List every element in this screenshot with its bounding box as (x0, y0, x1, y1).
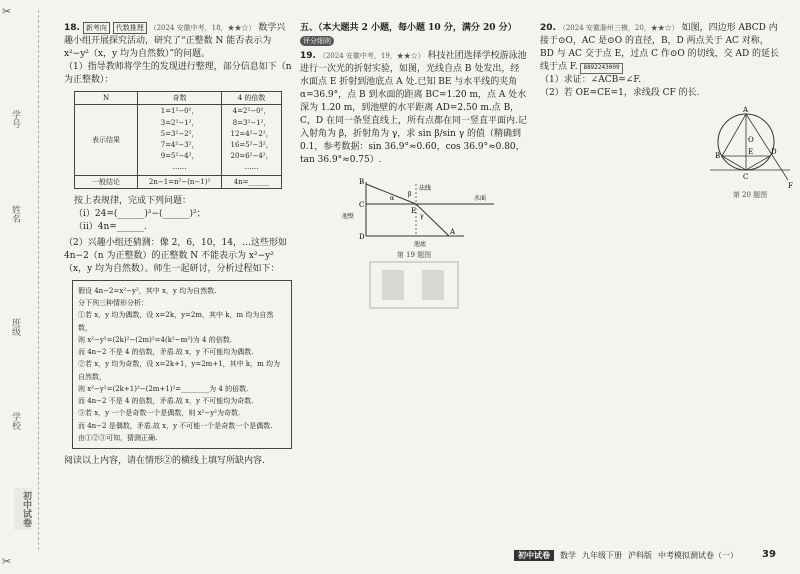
cut-line (38, 10, 39, 550)
point-B-label: B (715, 152, 721, 161)
point-B-label: B (359, 177, 365, 186)
analysis-line: 假设 4n−2=x²−y²，其中 x，y 均为自然数. (78, 286, 217, 295)
footer-edition: 沪科版 (628, 550, 652, 560)
point-C-label: C (743, 173, 749, 182)
pool-wall-label: 池壁 (342, 212, 355, 220)
analysis-line: 而 4n−2 不是 4 的倍数，矛盾.故 x，y 不可能均为偶数. (78, 348, 254, 357)
point-D-label: D (771, 148, 777, 157)
part-1-prompt: （1）指导教师将学生的发现进行整理，部分信息如下（n 为正整数）： (64, 62, 292, 86)
binding-margin (0, 0, 42, 574)
point-A-label: A (743, 106, 749, 115)
question-19 (300, 22, 528, 260)
point-F-label: F (788, 182, 793, 191)
analysis-box (72, 280, 292, 449)
figure-caption: 第 19 题图 (396, 250, 432, 259)
question-number: 18. (64, 23, 80, 33)
mult4-example: 20=6²−4²， (230, 152, 273, 161)
margin-label-student-id: 学号 (10, 110, 21, 128)
general-mult4-blank: 4n=______ (222, 175, 282, 188)
question-20 (540, 22, 793, 200)
normal-line-label: 法线 (419, 184, 432, 192)
scissors-icon: ✂ (2, 555, 12, 568)
sub-question-2: （2）若 OE=CE=1，求线段 CF 的长. (540, 88, 700, 99)
odd-example: 1=1²−0²， (160, 107, 199, 116)
odd-example: …… (172, 163, 187, 172)
footer-logo: 初中试卷 (514, 550, 554, 562)
question-18 (64, 22, 292, 468)
section-title: 五、（本大题共 2 小题，每小题 10 分，满分 20 分） (300, 23, 517, 33)
pool-bottom-label: 池底 (414, 240, 427, 248)
pattern-table (74, 91, 282, 188)
circle-diagram (706, 104, 796, 190)
part-1-ii: （ⅱ）4n=______. (74, 221, 147, 232)
table-header: N (75, 92, 138, 105)
page-footer (514, 549, 776, 562)
mult4-example: 8=3²−1²， (232, 118, 271, 127)
angle-gamma-label: γ (420, 212, 424, 220)
figure-caption: 第 20 题图 (732, 191, 768, 200)
odd-example: 5=3²−2²， (160, 129, 199, 138)
part-1-i: （ⅰ）24=(______)²−(______)²； (74, 208, 206, 219)
general-odd: 2n−1=n²−(n−1)² (138, 175, 222, 188)
mult4-example: 16=5²−3²， (230, 140, 273, 149)
part-1-instruction: 按上表规律，完成下列问题： (74, 195, 192, 206)
point-E-label: E (748, 148, 754, 157)
margin-label-name: 姓名 (10, 205, 21, 223)
analysis-line: 分下列三种情形分析： (78, 299, 148, 308)
question-stem: 数学兴趣小组开展探究活动，研究了“正整数 N 能否表示为 x²−y²（x，y 均为自然数）”的问题。 (64, 23, 286, 60)
brand-logo: 初中试卷 (14, 488, 32, 530)
mult4-example: …… (244, 163, 259, 172)
mult4-example: 4=2²−0²， (232, 107, 271, 116)
analysis-line: ③若 x，y 一个是奇数一个是偶数，则 x²−y²为奇数. (78, 409, 241, 418)
analysis-line: 则 x²−y²=(2k+1)²−(2m+1)²=________为 4 的倍数. (78, 384, 249, 393)
analysis-line: 而 4n−2 不是 4 的倍数，矛盾.故 x，y 不可能均为奇数. (78, 397, 254, 406)
question-text: 如图，四边形 ABCD 内接于⊙O，AC 是⊙O 的直径，B，D 两点关于 AC 对称，BD 与 AC 交于点 E，过点 C 作⊙O 的切线，交 AD 的延长线于点 F. (540, 23, 780, 73)
analysis-line: 则 x²−y²=(2k)²−(2m)²=4(k²−m²)为 4 的倍数. (78, 335, 232, 344)
water-surface-label: 水面 (474, 194, 487, 202)
sub-question-1: （1）求证：∠ACB=∠F. (540, 75, 642, 86)
analysis-line: 而 4n−2 是偶数，矛盾.故 x，y 不可能一个是奇数一个是偶数. (78, 421, 273, 430)
angle-alpha-label: α (390, 194, 395, 202)
question-source: （2024 安徽滁州三模，20，★★☆） (558, 24, 679, 32)
odd-example: 3=2²−1²， (160, 118, 199, 127)
question-id-badge: 8892243009 (580, 63, 622, 74)
point-C-label: C (359, 200, 365, 209)
point-D-label: D (359, 232, 365, 241)
analysis-line: ①若 x，y 均为偶数，设 x=2k，y=2m，其中 k，m 均为自然数， (78, 311, 274, 332)
question-source: （2024 安徽中考，19，★★☆） (318, 52, 425, 61)
odd-example: 9=5²−4²， (160, 152, 199, 161)
page-number: 39 (762, 549, 776, 560)
margin-label-class: 班级 (10, 318, 21, 336)
table-header: 奇数 (138, 92, 222, 105)
question-text: 科技社团选择学校游泳池进行一次光的折射实验，如图，光线自点 B 处发出，经水面点 E 折射到池底点 A 处.已知 BE 与水平线的夹角 α=36.9°，点 B 到水面的距离 BC=1.20 m，点 A 处水深为 1.20 m，到池壁的水平距离 AD=2.50 m.点 B，C，D 在同一条竖直线上，所有点都在同一竖直平面内.记入射角为 β，折射角为 γ，求 sin β/sin γ 的值（精确到 0.1，参考数据：sin 36.9°≈0.60，cos 36.9°≈0.80，tan 36.9°≈0.75）. (300, 51, 527, 166)
angle-beta-label: β (408, 190, 412, 198)
part-2-prompt: （2）兴趣小组还猜测：像 2，6，10，14，…这些形如 4n−2（n 为正整数）的正整数 N 不能表示为 x²−y²（x，y 均为自然数）。师生一起研讨，分析过程如下： (64, 237, 287, 274)
point-A-label: A (450, 227, 456, 236)
footer-exam: 中考模拟测试卷（一） (658, 550, 738, 560)
footer-subject: 数学 (560, 550, 576, 560)
row-label: 表示结果 (75, 105, 138, 175)
footer-grade: 九年级下册 (582, 550, 622, 560)
general-label: 一般结论 (75, 175, 138, 188)
closing-instruction: 阅读以上内容，请在情形②的横线上填写所缺内容. (64, 456, 265, 467)
margin-label-school: 学校 (10, 412, 21, 430)
new-trend-tag: 新考向 (83, 22, 110, 34)
refraction-diagram (314, 174, 514, 250)
scoring-badge: 评分细则 (300, 36, 334, 46)
topic-tag: 代数推理 (113, 22, 147, 34)
table-header: 4 的倍数 (222, 92, 282, 105)
mult4-example: 12=4²−2²， (230, 129, 273, 138)
analysis-line: 由①②③可知，猜测正确. (78, 433, 158, 442)
analysis-line: ②若 x，y 均为奇数，设 x=2k+1，y=2m+1，其中 k，m 均为自然数， (78, 360, 280, 381)
watermark-logo (368, 260, 460, 310)
point-O-label: O (748, 136, 754, 145)
odd-example: 7=4²−3²， (160, 140, 199, 149)
question-number: 20. (540, 23, 556, 33)
question-number: 19. (300, 51, 316, 62)
question-source: （2024 安徽中考，18，★★☆） (149, 24, 256, 32)
scissors-icon: ✂ (2, 5, 12, 18)
point-E-label: E (411, 206, 417, 215)
